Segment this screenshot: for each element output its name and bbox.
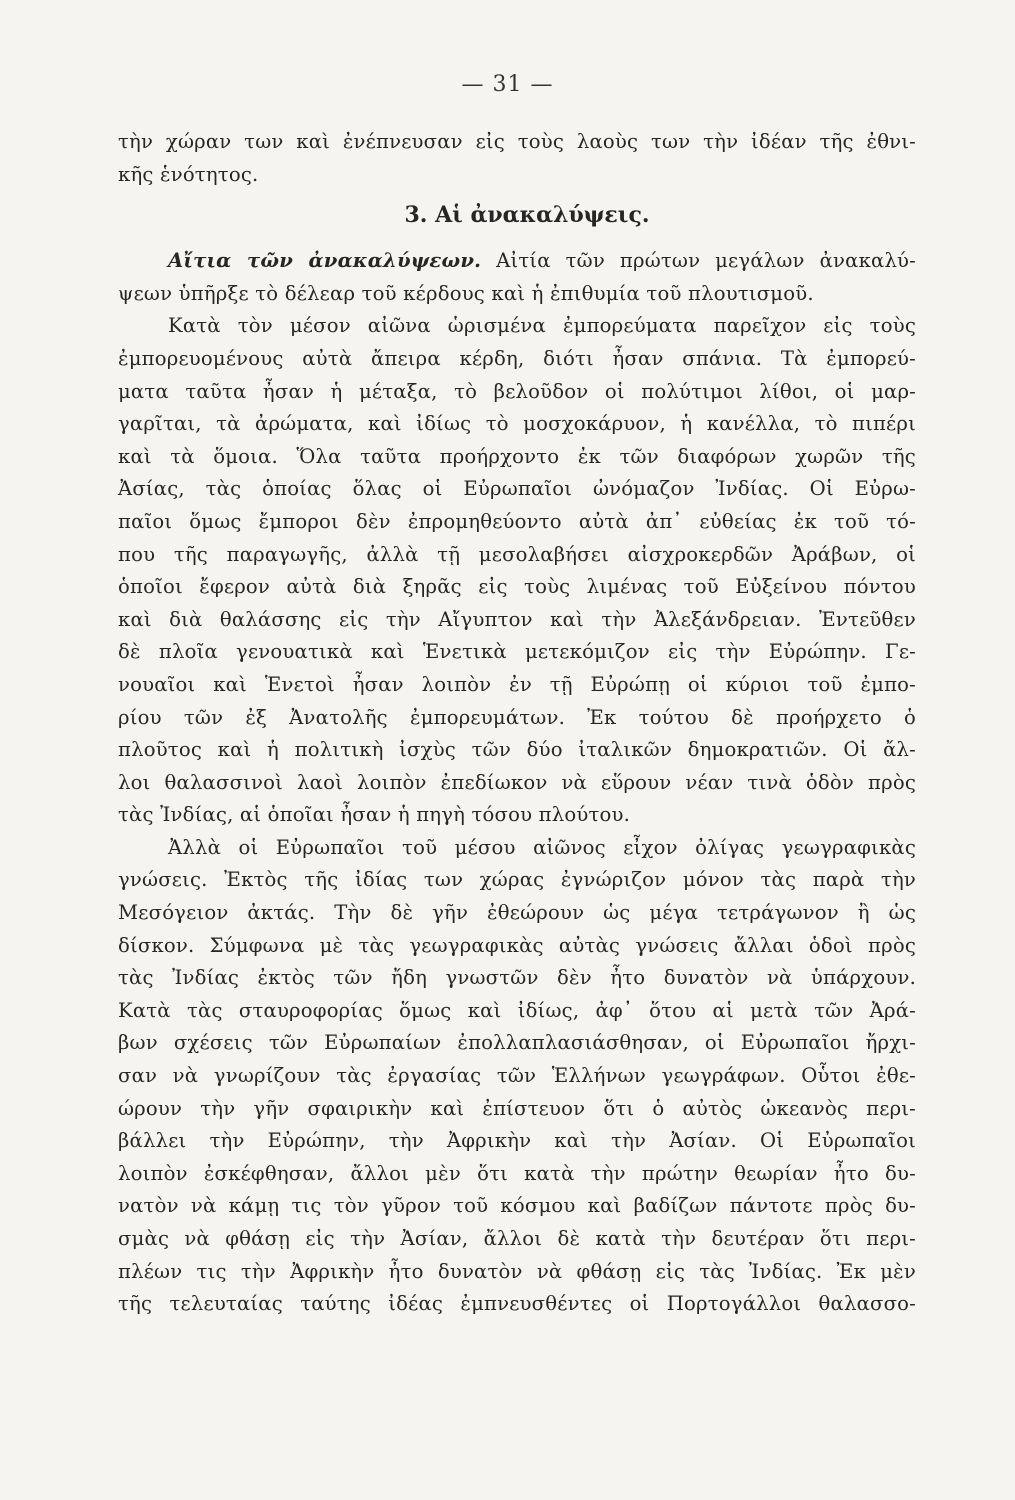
text-line: λοιπὸν ἐσκέφθησαν, ἄλλοι μὲν ὅτι κατὰ τὴν πρώτην θεωρίαν ἦτο δυ- xyxy=(118,1161,916,1185)
text-line: ώρουν τὴν γῆν σφαιρικὴν καὶ ἐπίστευον ὅτι ὁ αὐτὸς ὠκεανὸς περι- xyxy=(118,1096,916,1120)
text-line: ματα ταῦτα ἦσαν ἡ μέταξα, τὸ βελοῦδον οἱ πολύτιμοι λίθοι, οἱ μαρ- xyxy=(118,379,916,403)
section-heading: 3. Αἱ ἀνακαλύψεις. xyxy=(404,202,650,229)
text-line: Ἀσίας, τὰς ὁποίας ὅλας οἱ Εὐρωπαῖοι ὠνόμαζον Ἰνδίας. Οἱ Εὐρω- xyxy=(118,477,916,501)
text-line: τὴν χώραν των καὶ ἐνέπνευσαν εἰς τοὺς λαοὺς των τὴν ἰδέαν τῆς ἐθνι- xyxy=(118,130,916,153)
text-line: Ἀλλὰ οἱ Εὐρωπαῖοι τοῦ μέσου αἰῶνος εἶχον ὀλίγας γεωγραφικὰς xyxy=(168,835,916,859)
text-line: βων σχέσεις τῶν Εὐρωπαίων ἐπολλαπλασιάσθησαν, οἱ Εὐρωπαῖοι ἤρχι- xyxy=(118,1031,916,1055)
text-line: νατὸν νὰ κάμῃ τις τὸν γῦρον τοῦ κόσμου καὶ βαδίζων πάντοτε πρὸς δυ- xyxy=(118,1194,916,1218)
text-line: παῖοι ὅμως ἔμποροι δὲν ἐπρομηθεύοντο αὐτὰ ἀπ᾽ εὐθείας ἐκ τοῦ τό- xyxy=(118,509,916,533)
page-number: — 31 — xyxy=(461,72,554,97)
text-line: πλέων τις τὴν Ἀφρικὴν ἦτο δυνατὸν νὰ φθάσῃ εἰς τὰς Ἰνδίας. Ἐκ μὲν xyxy=(118,1259,916,1283)
text-line: τὰς Ἰνδίας, αἱ ὁποῖαι ἦσαν ἡ πηγὴ τόσου πλούτου. xyxy=(118,803,631,827)
text-line: καὶ διὰ θαλάσσης εἰς τὴν Αἴγυπτον καὶ τὴν Ἀλεξάνδρειαν. Ἐντεῦθεν xyxy=(118,607,916,631)
text-line: Κατὰ τὸν μέσον αἰῶνα ὡρισμένα ἐμπορεύματα παρεῖχον εἰς τοὺς xyxy=(168,314,916,338)
text-line: σμὰς νὰ φθάσῃ εἰς τὴν Ἀσίαν, ἄλλοι δὲ κατὰ τὴν δευτέραν ὅτι περι- xyxy=(118,1227,916,1250)
text-line: κῆς ἑνότητος. xyxy=(118,162,259,186)
text-line: γνώσεις. Ἐκτὸς τῆς ἰδίας των χώρας ἐγνώριζον μόνον τὰς παρὰ τὴν xyxy=(118,868,916,892)
text-line: Μεσόγειον ἀκτάς. Τὴν δὲ γῆν ἐθεώρουν ὡς μέγα τετράγωνον ἢ ὡς xyxy=(118,901,916,925)
text-line: τὰς Ἰνδίας ἐκτὸς τῶν ἤδη γνωστῶν δὲν ἦτο δυνατὸν νὰ ὑπάρχουν. xyxy=(118,966,916,990)
text-line: Κατὰ τὰς σταυροφορίας ὅμως καὶ ἰδίως, ἀφ᾽ ὅτου αἱ μετὰ τῶν Ἀρά- xyxy=(118,998,916,1022)
text-line: γαρῖται, τὰ ἀρώματα, καὶ ἰδίως τὸ μοσχοκάρυον, ἡ κανέλλα, τὸ πιπέρι xyxy=(118,412,916,436)
text-line: τῆς τελευταίας ταύτης ἰδέας ἐμπνευσθέντες οἱ Πορτογάλλοι θαλασσο- xyxy=(118,1292,916,1316)
text-line: λοι θαλασσινοὶ λαοὶ λοιπὸν ἐπεδίωκον νὰ εὕρουν νέαν τινὰ ὁδὸν πρὸς xyxy=(118,770,916,794)
text-line: ὁποῖοι ἔφερον αὐτὰ διὰ ξηρᾶς εἰς τοὺς λιμένας τοῦ Εὐξείνου πόντου xyxy=(118,575,916,599)
text-line: δίσκον. Σύμφωνα μὲ τὰς γεωγραφικὰς αὐτὰς γνώσεις ἄλλαι ὁδοὶ πρὸς xyxy=(118,933,916,957)
text-body xyxy=(118,126,916,1321)
section-subheading: Αἴτια τῶν ἀνακαλύψεων. xyxy=(168,249,482,273)
text-line: δὲ πλοῖα γενουατικὰ καὶ Ἑνετικὰ μετεκόμιζον εἰς τὴν Εὐρώπην. Γε- xyxy=(118,640,916,664)
text-line: ἐμπορευομένους αὐτὰ ἄπειρα κέρδη, διότι ἦσαν σπάνια. Τὰ ἐμπορεύ- xyxy=(118,346,916,370)
text-line: νουαῖοι καὶ Ἑνετοὶ ἦσαν λοιπὸν ἐν τῇ Εὐρώπῃ οἱ κύριοι τοῦ ἐμπο- xyxy=(118,672,916,696)
text-line: που τῆς παραγωγῆς, ἀλλὰ τῇ μεσολαβήσει αἰσχροκερδῶν Ἀράβων, οἱ xyxy=(118,542,916,566)
text-line: ψεων ὑπῆρξε τὸ δέλεαρ τοῦ κέρδους καὶ ἡ ἐπιθυμία τοῦ πλουτισμοῦ. xyxy=(118,281,814,305)
text-line: πλοῦτος καὶ ἡ πολιτικὴ ἰσχὺς τῶν δύο ἰταλικῶν δημοκρατιῶν. Οἱ ἄλ- xyxy=(118,738,916,762)
text-line: ρίου τῶν ἐξ Ἀνατολῆς ἐμπορευμάτων. Ἐκ τούτου δὲ προήρχετο ὁ xyxy=(118,705,916,729)
text-line: σαν νὰ γνωρίζουν τὰς ἐργασίας τῶν Ἑλλήνων γεωγράφων. Οὗτοι ἐθε- xyxy=(118,1064,916,1088)
text-line-fragment: Αἰτία τῶν πρώτων μεγάλων ἀνακαλύ- xyxy=(496,249,916,273)
text-line: βάλλει τὴν Εὐρώπην, τὴν Ἀφρικὴν καὶ τὴν Ἀσίαν. Οἱ Εὐρωπαῖοι xyxy=(118,1129,916,1153)
paragraph-first-line xyxy=(118,245,916,278)
text-line: καὶ τὰ ὅμοια. Ὅλα ταῦτα προήρχοντο ἐκ τῶν διαφόρων χωρῶν τῆς xyxy=(118,444,916,468)
